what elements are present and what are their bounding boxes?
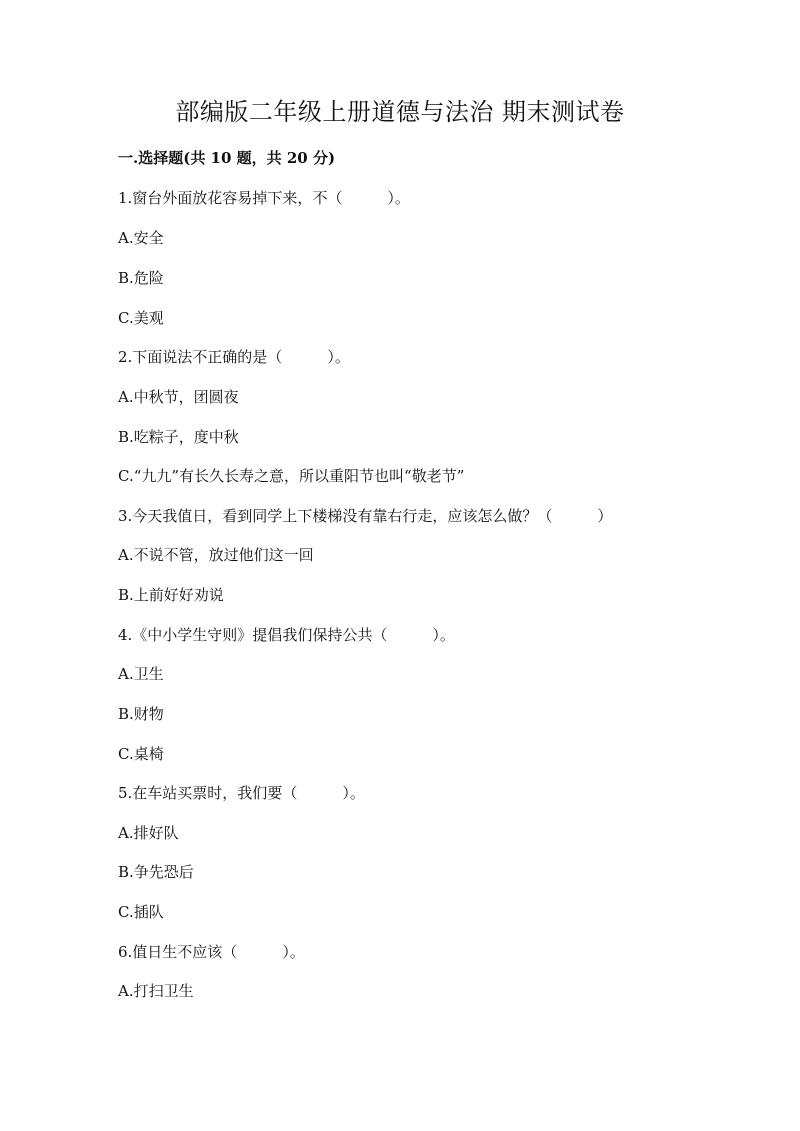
question-5-stem: 5.在车站买票时，我们要（ ）。 [118, 784, 365, 802]
question-4-option-a: A.卫生 [118, 665, 164, 683]
question-4-option-b: B.财物 [118, 705, 164, 723]
section-heading: 一.选择题(共 10 题，共 20 分) [118, 149, 336, 167]
page-title: 部编版二年级上册道德与法治 期末测试卷 [175, 98, 625, 126]
question-1-option-c: C.美观 [118, 309, 164, 327]
question-5-option-c: C.插队 [118, 903, 164, 921]
question-5-option-a: A.排好队 [118, 824, 179, 842]
question-3-option-b: B.上前好好劝说 [118, 586, 224, 604]
question-1-stem: 1.窗台外面放花容易掉下来，不（ ）。 [118, 189, 410, 207]
question-6-option-a: A.打扫卫生 [118, 982, 194, 1000]
question-6-stem: 6.值日生不应该（ ）。 [118, 943, 305, 961]
question-2-option-a: A.中秋节，团圆夜 [118, 388, 239, 406]
question-1-option-a: A.安全 [118, 229, 164, 247]
question-3-option-a: A.不说不管，放过他们这一回 [118, 546, 314, 564]
question-4-option-c: C.桌椅 [118, 745, 164, 763]
question-1-option-b: B.危险 [118, 269, 164, 287]
question-5-option-b: B.争先恐后 [118, 863, 194, 881]
question-2-option-c: C.“九九”有长久长寿之意，所以重阳节也叫“敬老节” [118, 467, 465, 485]
question-3-stem: 3.今天我值日，看到同学上下楼梯没有靠右行走，应该怎么做？（ ） [118, 507, 613, 525]
question-2-stem: 2.下面说法不正确的是（ ）。 [118, 348, 350, 366]
question-2-option-b: B.吃粽子，度中秋 [118, 428, 239, 446]
question-4-stem: 4.《中小学生守则》提倡我们保持公共（ ）。 [118, 626, 455, 644]
